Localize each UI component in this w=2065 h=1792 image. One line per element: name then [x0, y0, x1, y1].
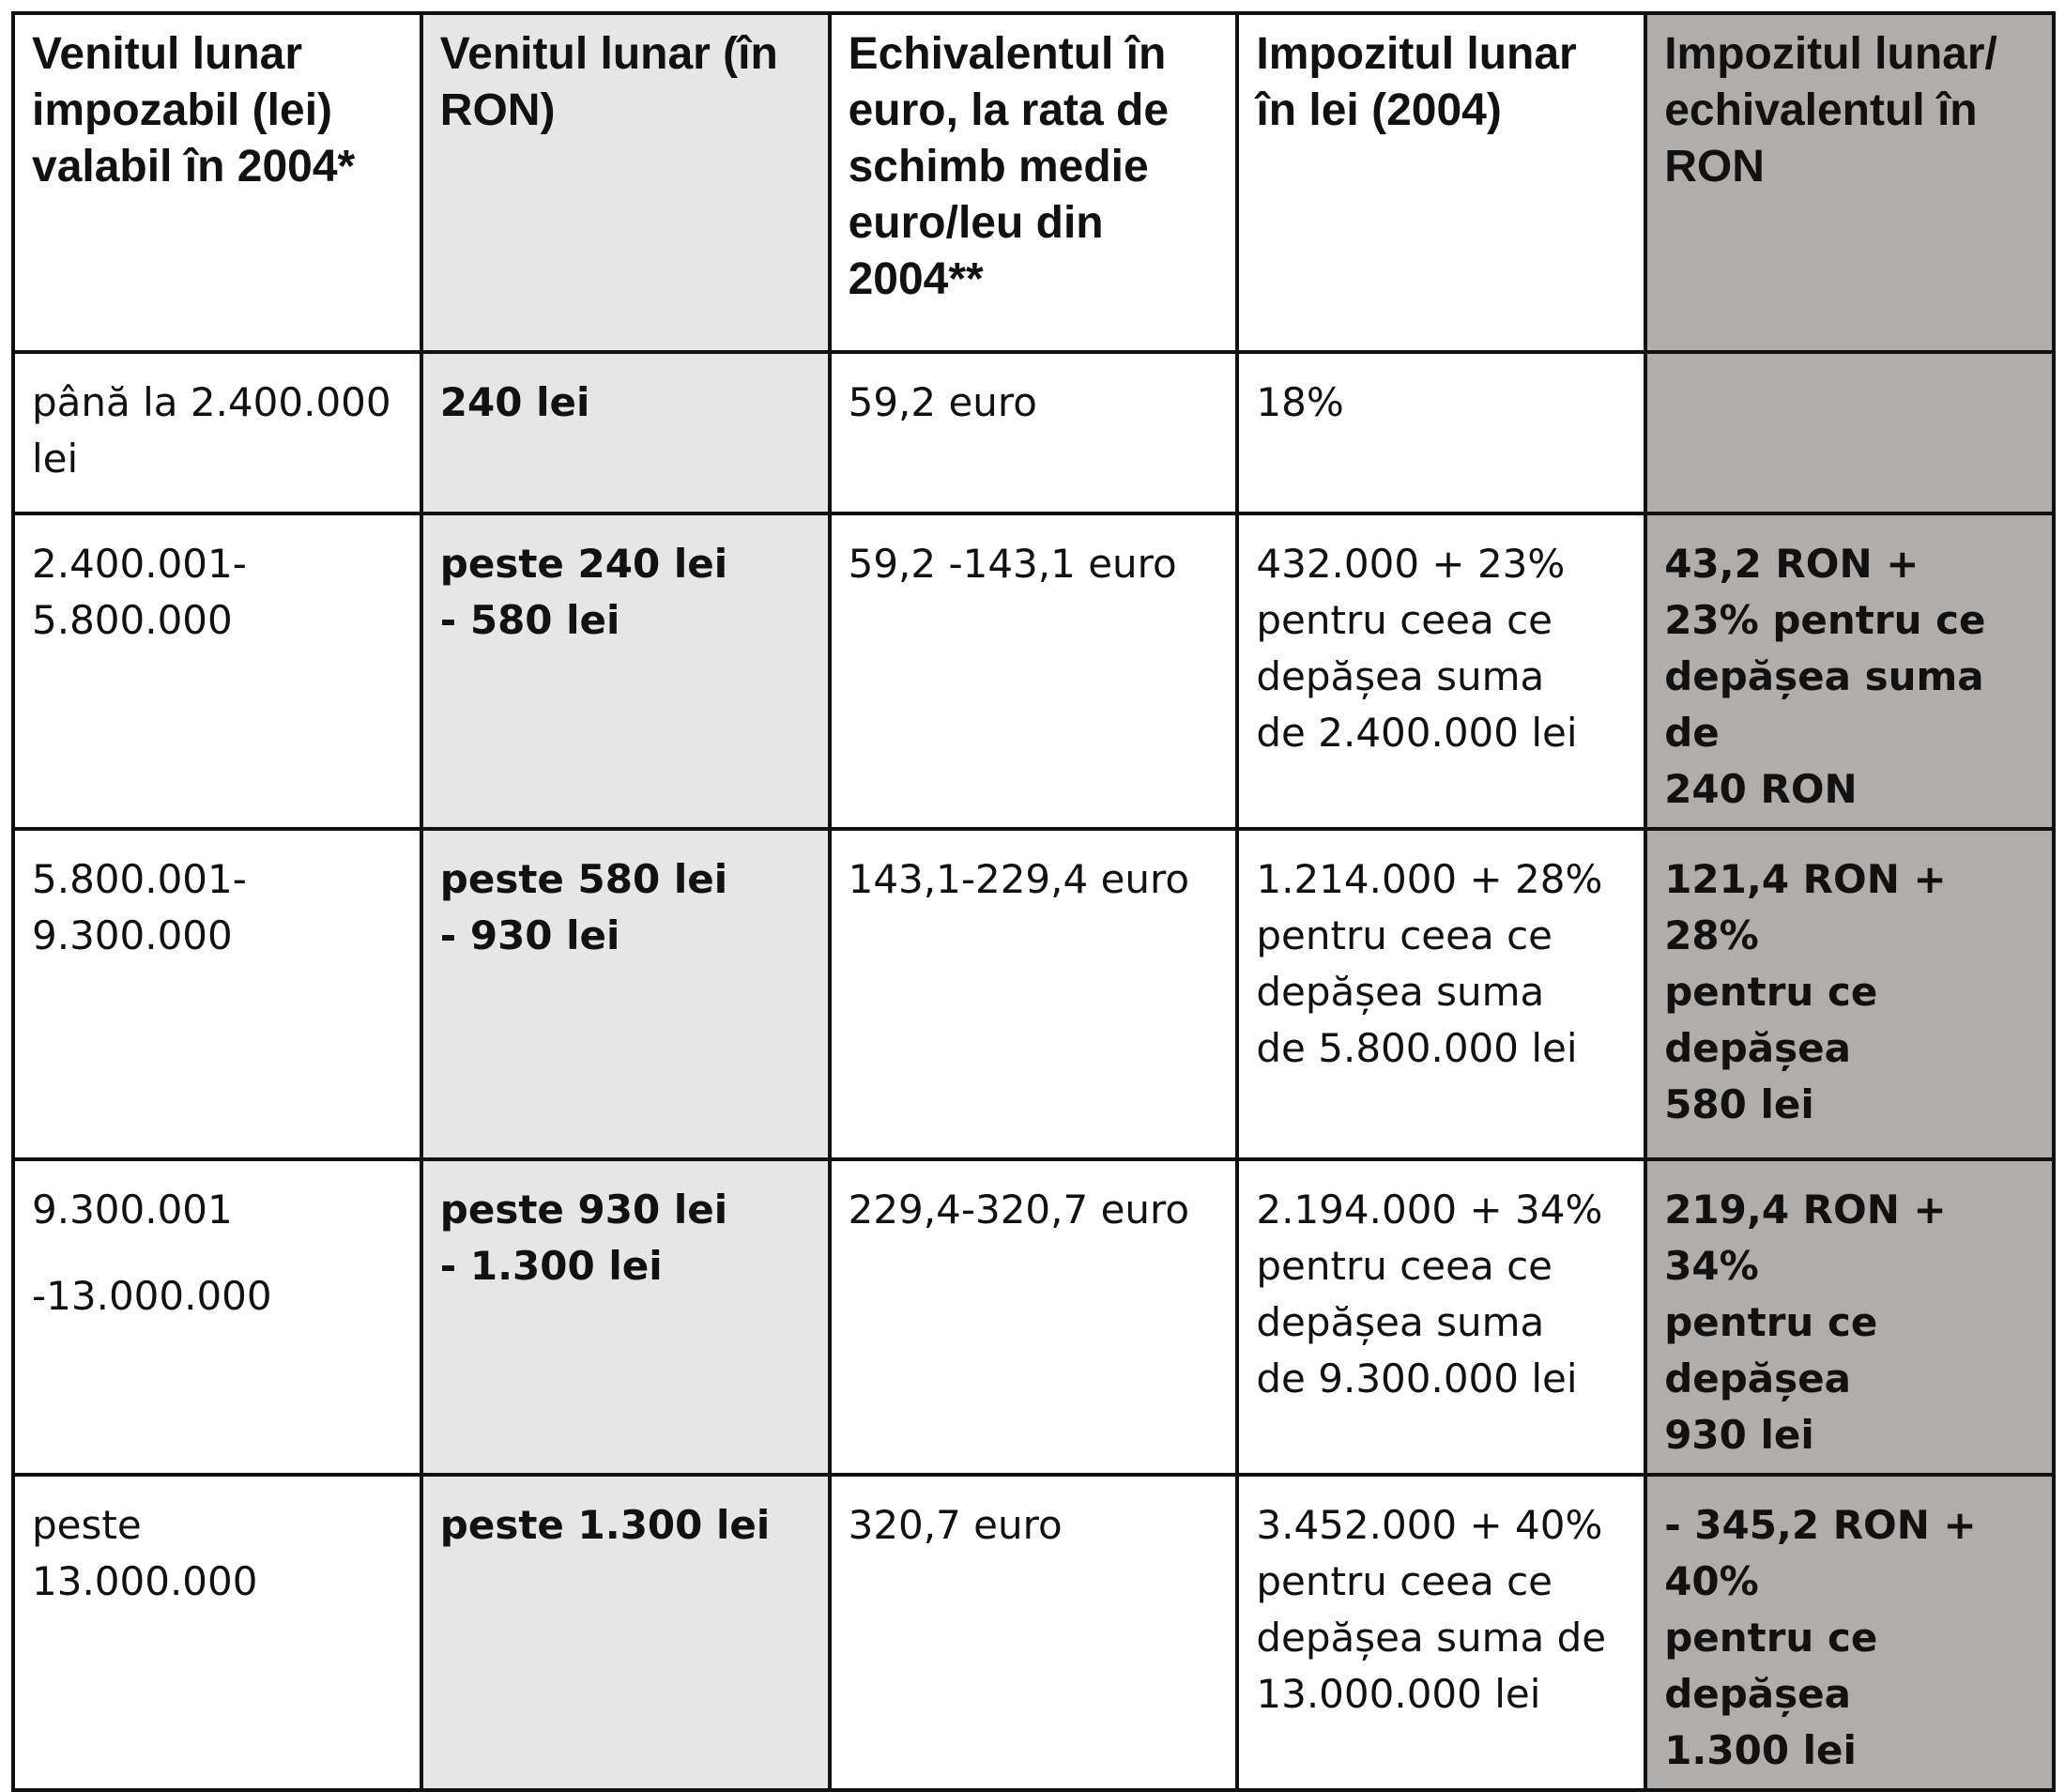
- cell-text: 59,2 euro: [848, 379, 1037, 425]
- cell-income-ron: [421, 352, 830, 513]
- table-row: [13, 1475, 2054, 1790]
- cell-income-lei: [13, 352, 421, 513]
- cell-text: - 345,2 RON + 40% pentru ce depășea 1.300 lei: [1664, 1502, 1977, 1773]
- cell-tax-lei: [1237, 1475, 1645, 1790]
- cell-text: peste 1.300 lei: [439, 1502, 771, 1548]
- header-tax-ron: Impozitul lunar/ echivalentul în RON: [1645, 13, 2054, 352]
- cell-euro: [830, 352, 1238, 513]
- cell-text: 5.800.001- 9.300.000: [32, 856, 247, 958]
- cell-text: 240 lei: [439, 379, 590, 425]
- cell-text: 320,7 euro: [848, 1502, 1063, 1548]
- cell-text: 43,2 RON + 23% pentru ce depășea suma de 240 RON: [1664, 541, 1986, 812]
- table-row: [13, 829, 2054, 1159]
- cell-text: peste 580 lei - 930 lei: [439, 856, 728, 958]
- cell-tax-ron: [1645, 1159, 2054, 1475]
- header-income-ron: Venitul lunar (în RON): [421, 13, 830, 352]
- cell-income-ron: [421, 1159, 830, 1475]
- cell-text: 143,1-229,4 euro: [848, 856, 1190, 902]
- cell-euro: [830, 1159, 1238, 1475]
- cell-tax-ron: [1645, 1475, 2054, 1790]
- header-tax-lei: Impozitul lunar în lei (2004): [1237, 13, 1645, 352]
- cell-income-lei: [13, 1475, 421, 1790]
- cell-income-lei: [13, 1159, 421, 1475]
- cell-text: 432.000 + 23% pentru ceea ce depășea suma de 2.400.000 lei: [1256, 541, 1578, 756]
- cell-euro: [830, 513, 1238, 829]
- cell-tax-lei: [1237, 352, 1645, 513]
- header-euro-equivalent: Echivalentul în euro, la rata de schimb medie euro/leu din 2004**: [830, 13, 1238, 352]
- cell-text: peste 13.000.000: [32, 1502, 258, 1604]
- cell-text: până la 2.400.000 lei: [32, 379, 391, 482]
- cell-text: peste 240 lei - 580 lei: [439, 541, 728, 643]
- cell-text: 2.400.001- 5.800.000: [32, 541, 247, 643]
- cell-income-lei: [13, 829, 421, 1159]
- header-income-lei: Venitul lunar impozabil (lei) valabil în 2004*: [13, 13, 421, 352]
- cell-income-ron: [421, 513, 830, 829]
- cell-tax-lei: [1237, 513, 1645, 829]
- cell-income-lei: [13, 513, 421, 829]
- cell-text: 229,4-320,7 euro: [848, 1187, 1190, 1233]
- table-row: [13, 1159, 2054, 1475]
- cell-income-ron: [421, 1475, 830, 1790]
- cell-text: 3.452.000 + 40% pentru ceea ce depășea suma de 13.000.000 lei: [1256, 1502, 1607, 1717]
- cell-text: 121,4 RON + 28% pentru ce depășea 580 lei: [1664, 856, 1947, 1127]
- cell-tax-ron: [1645, 513, 2054, 829]
- tax-brackets-table: [11, 11, 2056, 1792]
- table-row: [13, 352, 2054, 513]
- cell-text: 18%: [1256, 379, 1344, 425]
- cell-euro: [830, 1475, 1238, 1790]
- cell-text: -13.000.000: [32, 1273, 272, 1319]
- table-row: [13, 513, 2054, 829]
- cell-tax-ron: [1645, 352, 2054, 513]
- cell-text: 1.214.000 + 28% pentru ceea ce depășea suma de 5.800.000 lei: [1256, 856, 1603, 1071]
- cell-text: 2.194.000 + 34% pentru ceea ce depășea suma de 9.300.000 lei: [1256, 1187, 1603, 1401]
- cell-income-ron: [421, 829, 830, 1159]
- cell-text: 9.300.001: [32, 1187, 233, 1233]
- cell-euro: [830, 829, 1238, 1159]
- cell-text: 59,2 -143,1 euro: [848, 541, 1177, 587]
- cell-tax-ron: [1645, 829, 2054, 1159]
- cell-tax-lei: [1237, 1159, 1645, 1475]
- table-header-row: [13, 13, 2054, 352]
- cell-tax-lei: [1237, 829, 1645, 1159]
- cell-text: peste 930 lei - 1.300 lei: [439, 1187, 728, 1289]
- cell-text: 219,4 RON + 34% pentru ce depășea 930 lei: [1664, 1187, 1947, 1458]
